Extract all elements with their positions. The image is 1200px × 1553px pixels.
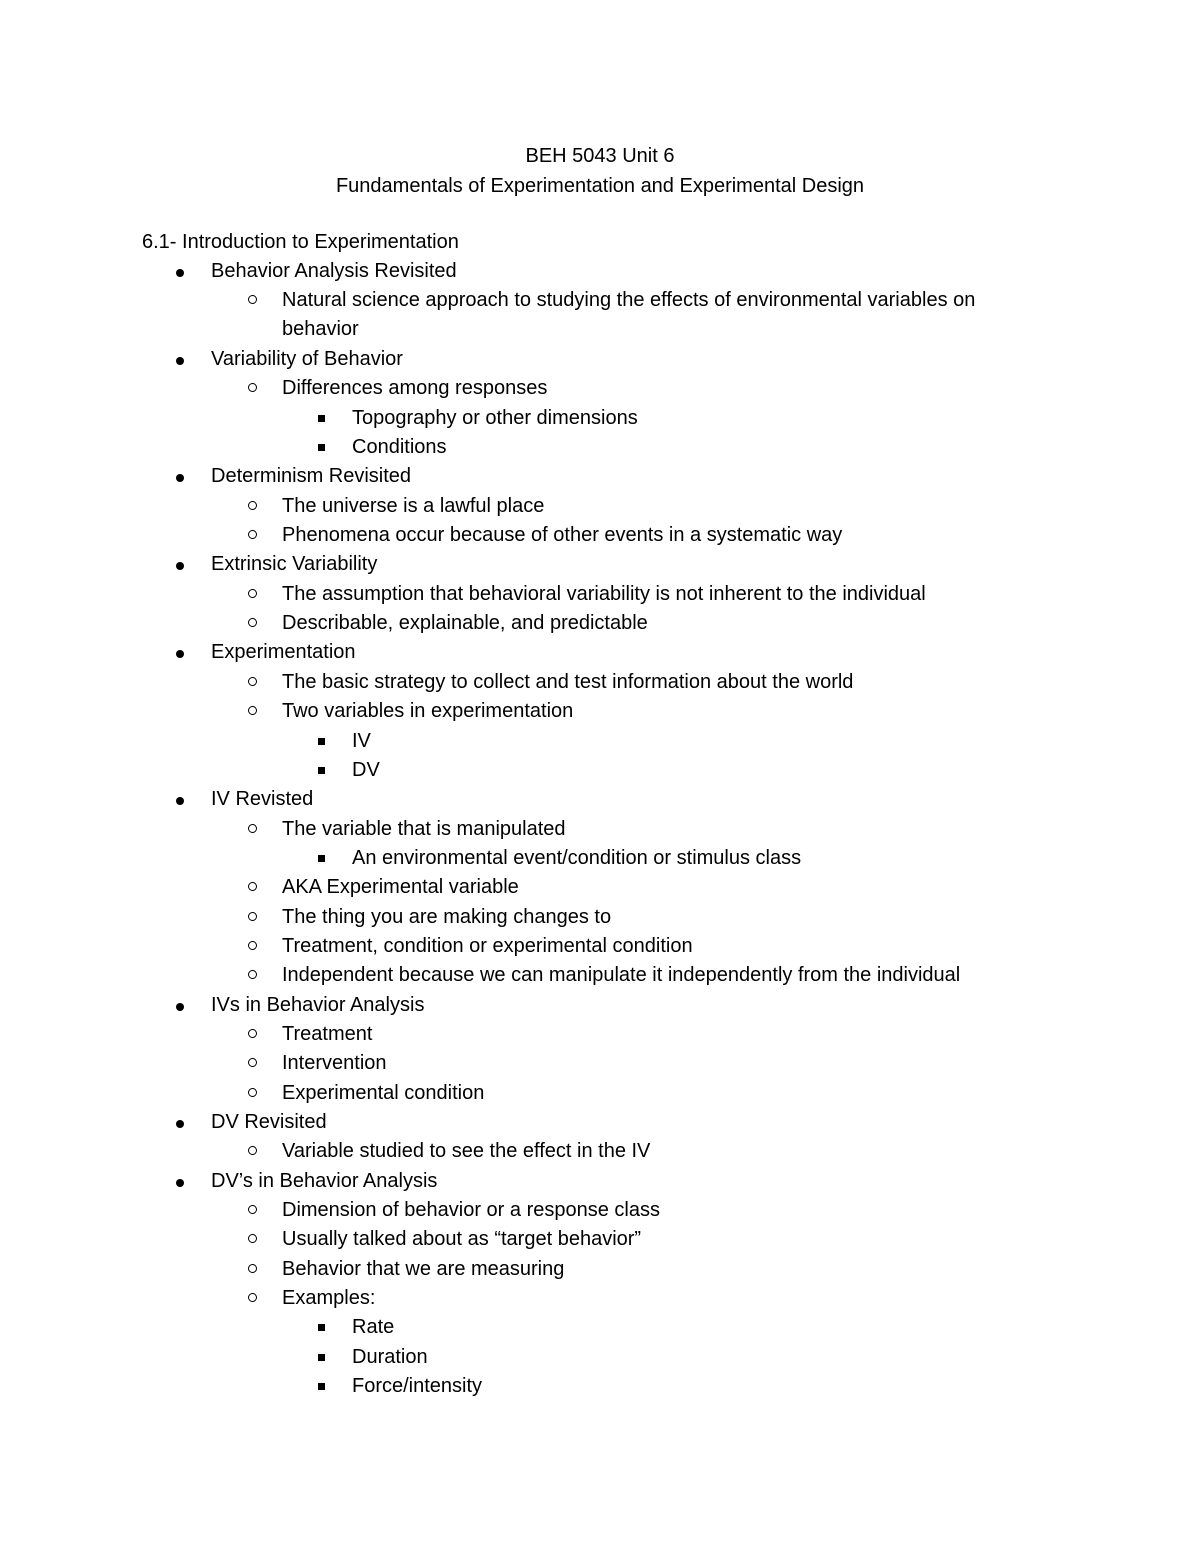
outline-item-level-2 xyxy=(0,815,1200,844)
outline-item-level-1 xyxy=(0,550,1200,579)
outline-item-level-3 xyxy=(0,1313,1200,1342)
outline-item-text: Behavior that we are measuring xyxy=(282,1257,565,1280)
filled-circle-bullet-icon xyxy=(176,1120,184,1128)
filled-circle-bullet-icon xyxy=(176,357,184,365)
outline-item-level-1 xyxy=(0,345,1200,374)
outline-item-text: Independent because we can manipulate it independently from the individual xyxy=(282,964,961,987)
section-heading: 6.1- Introduction to Experimentation xyxy=(142,231,459,253)
hollow-circle-bullet-icon xyxy=(248,970,257,979)
hollow-circle-bullet-icon xyxy=(248,295,257,304)
outline-item-text: Two variables in experimentation xyxy=(282,700,574,723)
outline-item-level-2 xyxy=(0,521,1200,550)
hollow-circle-bullet-icon xyxy=(248,530,257,539)
square-bullet-icon xyxy=(318,444,325,451)
outline-list xyxy=(0,257,1200,1401)
outline-item-text: The assumption that behavioral variability is not inherent to the individual xyxy=(282,582,926,605)
outline-item-text: IV Revisted xyxy=(211,788,314,811)
hollow-circle-bullet-icon xyxy=(248,882,257,891)
hollow-circle-bullet-icon xyxy=(248,1029,257,1038)
outline-item-level-2 xyxy=(0,1020,1200,1049)
hollow-circle-bullet-icon xyxy=(248,941,257,950)
outline-item-level-2 xyxy=(0,932,1200,961)
outline-item-text: Behavior Analysis Revisited xyxy=(211,260,457,282)
hollow-circle-bullet-icon xyxy=(248,1205,257,1214)
outline-item-level-1 xyxy=(0,1108,1200,1137)
outline-item-level-1 xyxy=(0,1167,1200,1196)
outline-item-text: Intervention xyxy=(282,1052,387,1075)
outline-item-level-2 xyxy=(0,668,1200,697)
outline-item-level-2 xyxy=(0,1255,1200,1284)
hollow-circle-bullet-icon xyxy=(248,1058,257,1067)
hollow-circle-bullet-icon xyxy=(248,589,257,598)
outline-item-level-2 xyxy=(0,1137,1200,1166)
course-heading: BEH 5043 Unit 6 xyxy=(525,145,675,167)
square-bullet-icon xyxy=(318,1324,325,1331)
outline-item-text: Describable, explainable, and predictable xyxy=(282,612,648,635)
outline-item-text: The thing you are making changes to xyxy=(282,905,612,928)
square-bullet-icon xyxy=(318,1383,325,1390)
outline-item-text: Phenomena occur because of other events in a systematic way xyxy=(282,524,843,547)
outline-item-text: IVs in Behavior Analysis xyxy=(211,993,425,1016)
outline-item-level-3 xyxy=(0,404,1200,433)
outline-item-level-1 xyxy=(0,991,1200,1020)
outline-item-text: Treatment, condition or experimental condition xyxy=(282,934,693,957)
outline-item-text: DV xyxy=(352,758,380,781)
outline-item-text: Examples: xyxy=(282,1287,376,1310)
outline-item-level-3 xyxy=(0,1372,1200,1401)
outline-item-text: The basic strategy to collect and test information about the world xyxy=(282,670,854,693)
outline-item-text: Duration xyxy=(352,1345,428,1368)
hollow-circle-bullet-icon xyxy=(248,706,257,715)
outline-item-level-2 xyxy=(0,873,1200,902)
outline-item-text: Topography or other dimensions xyxy=(352,406,638,429)
outline-item-text: IV xyxy=(352,729,371,752)
outline-item-level-2 xyxy=(0,903,1200,932)
outline-item-text: Extrinsic Variability xyxy=(211,553,378,576)
outline-item-text: AKA Experimental variable xyxy=(282,876,519,899)
outline-item-text: Rate xyxy=(352,1316,395,1339)
outline-item-level-1 xyxy=(0,257,1200,286)
filled-circle-bullet-icon xyxy=(176,1179,184,1187)
hollow-circle-bullet-icon xyxy=(248,383,257,392)
hollow-circle-bullet-icon xyxy=(248,912,257,921)
outline-item-text: Natural science approach to studying the effects of environmental variables on behavior xyxy=(282,289,976,341)
outline-item-text: Variability of Behavior xyxy=(211,348,403,371)
outline-item-level-2 xyxy=(0,609,1200,638)
outline-item-level-2 xyxy=(0,492,1200,521)
outline-item-level-3 xyxy=(0,433,1200,462)
outline-item-level-1 xyxy=(0,638,1200,667)
outline-item-text: Dimension of behavior or a response class xyxy=(282,1199,660,1221)
outline-item-text: Conditions xyxy=(352,436,447,459)
outline-item-text: Determinism Revisited xyxy=(211,465,412,488)
outline-item-text: Differences among responses xyxy=(282,377,548,400)
filled-circle-bullet-icon xyxy=(176,269,184,277)
hollow-circle-bullet-icon xyxy=(248,677,257,686)
outline-item-text: Usually talked about as “target behavior” xyxy=(282,1228,642,1251)
outline-item-text: DV’s in Behavior Analysis xyxy=(211,1169,438,1192)
outline-item-text: Experimental condition xyxy=(282,1081,485,1104)
filled-circle-bullet-icon xyxy=(176,474,184,482)
outline-item-text: Experimentation xyxy=(211,641,356,664)
square-bullet-icon xyxy=(318,855,325,862)
filled-circle-bullet-icon xyxy=(176,1003,184,1011)
hollow-circle-bullet-icon xyxy=(248,1264,257,1273)
hollow-circle-bullet-icon xyxy=(248,1293,257,1302)
outline-item-level-2 xyxy=(0,1225,1200,1254)
outline-item-level-3 xyxy=(0,727,1200,756)
outline-item-level-3 xyxy=(0,844,1200,873)
outline-item-level-3 xyxy=(0,1343,1200,1372)
outline-item-level-2 xyxy=(0,580,1200,609)
outline-item-level-2 xyxy=(0,1049,1200,1078)
outline-item-text: An environmental event/condition or stimulus class xyxy=(352,846,802,869)
outline-item-level-1 xyxy=(0,462,1200,491)
outline-item-level-2 xyxy=(0,961,1200,990)
filled-circle-bullet-icon xyxy=(176,562,184,570)
hollow-circle-bullet-icon xyxy=(248,824,257,833)
outline-item-text: The universe is a lawful place xyxy=(282,494,545,517)
hollow-circle-bullet-icon xyxy=(248,501,257,510)
outline-item-level-2 xyxy=(0,1284,1200,1313)
outline-item-text: Force/intensity xyxy=(352,1375,483,1398)
outline-item-level-3 xyxy=(0,756,1200,785)
filled-circle-bullet-icon xyxy=(176,650,184,658)
outline-item-text: The variable that is manipulated xyxy=(282,817,566,840)
outline-item-level-2 xyxy=(0,286,1200,345)
square-bullet-icon xyxy=(318,1354,325,1361)
document-title: Fundamentals of Experimentation and Experimental Design xyxy=(335,175,865,197)
outline-item-text: DV Revisited xyxy=(211,1110,327,1133)
outline-item-level-2 xyxy=(0,374,1200,403)
outline-item-level-2 xyxy=(0,697,1200,726)
square-bullet-icon xyxy=(318,767,325,774)
filled-circle-bullet-icon xyxy=(176,797,184,805)
outline-item-text: Variable studied to see the effect in the IV xyxy=(282,1140,651,1163)
outline-item-level-2 xyxy=(0,1079,1200,1108)
outline-item-level-1 xyxy=(0,785,1200,814)
square-bullet-icon xyxy=(318,738,325,745)
hollow-circle-bullet-icon xyxy=(248,618,257,627)
hollow-circle-bullet-icon xyxy=(248,1088,257,1097)
hollow-circle-bullet-icon xyxy=(248,1234,257,1243)
outline-item-level-2 xyxy=(0,1196,1200,1225)
outline-item-text: Treatment xyxy=(282,1022,373,1045)
square-bullet-icon xyxy=(318,415,325,422)
hollow-circle-bullet-icon xyxy=(248,1146,257,1155)
